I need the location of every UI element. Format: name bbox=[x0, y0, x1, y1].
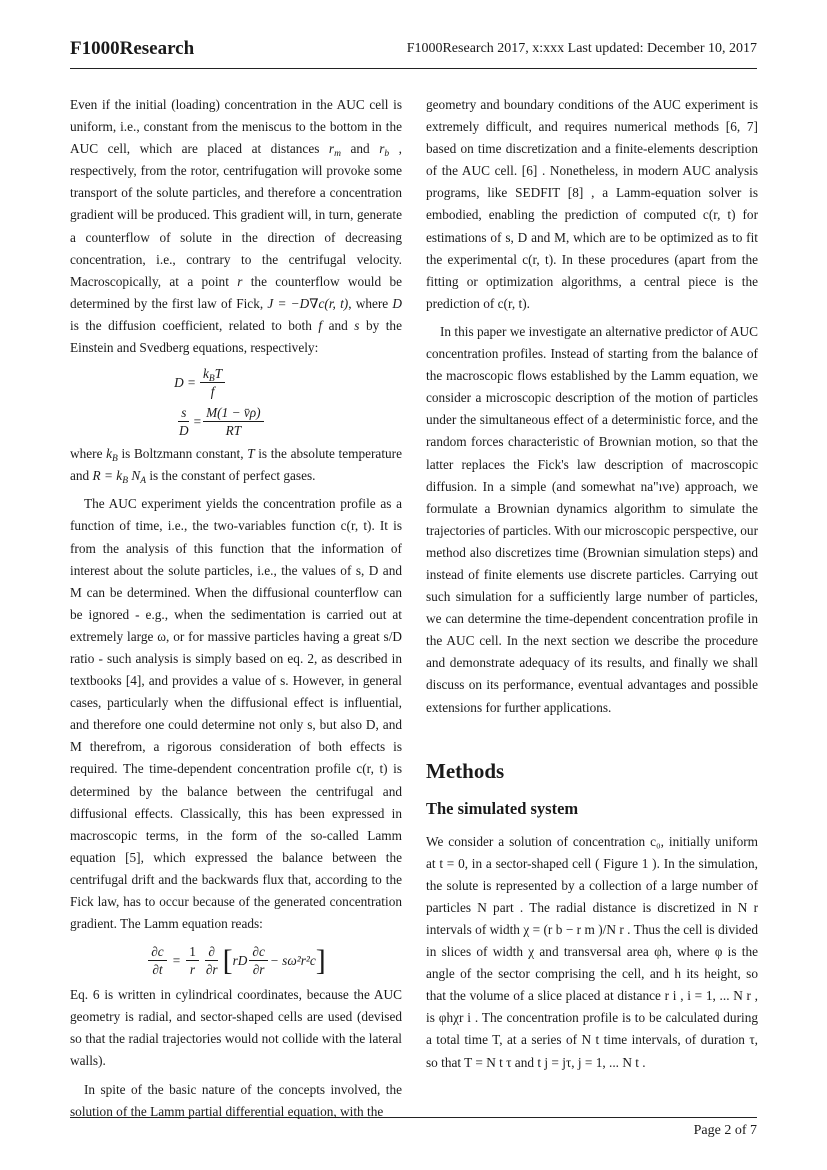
footer-rule bbox=[70, 1117, 757, 1118]
page-header bbox=[70, 36, 757, 69]
paragraph-intro: Even if the initial (loading) concentration in the AUC cell is uniform, i.e., constant from the meniscus to the bottom in the AUC cell, which are placed at distances $r_m$ and $r_b$ , respectively, from the rotor, centrifugation will provoke some transport of the solute particles, and therefore a concentration gradient will be produced. This gradient will, in turn, generate a counterflow of solute in the direction of decreasing concentration, i.e., contrary to the centrifugal velocity. Macroscopically, at a point r the counterflow would be determined by the first law of Fick, J = −D∇c(r, t), where D is the diffusion coefficient, related to both f and s by the Einstein and Svedberg equations, respectively: bbox=[70, 97, 403, 356]
right-column bbox=[426, 94, 758, 1080]
paragraph-auc-experiment: The AUC experiment yields the concentration profile as a function of time, i.e., the two-variables function c(r, t). It is from the analysis of this function that the information of interest about the solute particles, i.e., the values of s, D and M can be determined. When the diffusional counterflow can be ignored - e.g., when the sedimentation is carried out at extremely large ω, or for massive particles having a great s/D ratio - such analysis is simply based on eq. 2, as described in textbooks [4], and provides a value of s. However, in general cases, particularly when the diffusional effect is influential, and therefore one could determine not only s, but also D, and M therefrom, a rigorous consideration of both effects is required. The time-dependent concentration profile c(r, t) is determined by the balance between the centrifugal and diffusional effects. Classically, this has been expressed in macroscopic terms, in the form of the so-called Lamm equation [5], which expressed the balance between the centrifugal drift and the backwards flux that, according to the Fick law, has to occur because of the generated concentration gradient. The Lamm equation reads: bbox=[70, 496, 402, 932]
paragraph-numerical-methods: geometry and boundary conditions of the AUC experiment is extremely difficult, and requires numerical methods [6, 7] based on time discretization and a finite-elements description of the AUC cell. [6] . Nonetheless, in modern AUC analysis programs, like SEDFIT [8] , a Lamm-equation solver is embodied, enabling the prediction of computed c(r, t) for estimations of s, D and M, which are to be optimized as to fit the experimental c(r, t). In these procedures (apart from the fitting or optimization algorithms, a central piece is the prediction of c(r, t). bbox=[426, 97, 758, 311]
section-heading-methods: Methods bbox=[426, 758, 505, 783]
paragraph-alternative-predictor: In this paper we investigate an alternative predictor of AUC concentration profiles. Instead of starting from the balance of the macroscopic flows established by the Lamm equation, we consider a microscopic description of the motion of particles under the simultaneous effect of a deterministic force, and the random forces characteristic of Brownian motion, so that the latter replaces the Fick's law description of macroscopic diffusion. In a simple (and somewhat na"ıve) approach, we formulate a Brownian dynamics algorithm to simulate the trajectories of particles. With our microscopic perspective, our method also discretizes time (Brownian simulation steps) and instead of finite elements use discrete particles. Carrying out such simulation for a sufficiently large number of particles, we can determine the time-dependent concentration profile in the AUC cell. In the next section we describe the procedure and demonstrate adequacy of its results, and finally we shall discuss on its performance, eventual advantages and possible extensions for further applications. bbox=[426, 323, 758, 715]
journal-name: F1000Research bbox=[70, 38, 195, 59]
subsection-heading-simulated-system: The simulated system bbox=[426, 798, 579, 818]
paragraph-constants: where $k_B$ is Boltzmann constant, T is the absolute temperature and $R = k_B$ $N_A$ is the constant of perfect gases. bbox=[70, 446, 403, 487]
paragraph-simulated-system: We consider a solution of concentration c₀, initially uniform at t = 0, in a sector-shaped cell ( Figure 1 ). In the simulation, the solute is represented by a collection of a large number of particles N part . The radial distance is discretized in N r intervals of width χ = (r b − r m )/N r . Thus the cell is divided in slices of width χ and transversal area φh, where φ is the angle of the sector comprising the cell, and h its height, so that the volume of a slice placed at distance r i , i = 1, ... N r , is φhχr i . The concentration profile is to be calculated during a total time T, at a series of N t time intervals, of duration τ, so that T = N t τ and t j = jτ, j = 1, ... N t . bbox=[426, 833, 758, 1070]
equation-einstein-svedberg: D = $\frac{k_BT}{f}$ $\frac{s}{D}$ = $\frac{M(1 - v̄\rho)}{RT}$ bbox=[70, 365, 402, 439]
paragraph-lamm-solution: In spite of the basic nature of the concepts involved, the solution of the Lamm partial differential equation, with the bbox=[70, 1081, 402, 1119]
header-info: F1000Research 2017, x:xxx Last updated: December 10, 2017 bbox=[406, 41, 757, 56]
left-column bbox=[70, 94, 402, 1129]
page-number: Page 2 of 7 bbox=[693, 1123, 757, 1138]
equation-lamm: $\frac{\partial c}{\partial t}$ = $\frac{1}{r}$ $\frac{\partial}{\partial r}$ [ rD $\frac{\partial c}{\partial r}$ − sω²r²c ] bbox=[70, 943, 402, 978]
paragraph-eq6-note: Eq. 6 is written in cylindrical coordinates, because the AUC geometry is radial, and sector-shaped cells are used (devised so that the radial trajectories would not collide with the lateral walls). bbox=[70, 987, 402, 1069]
